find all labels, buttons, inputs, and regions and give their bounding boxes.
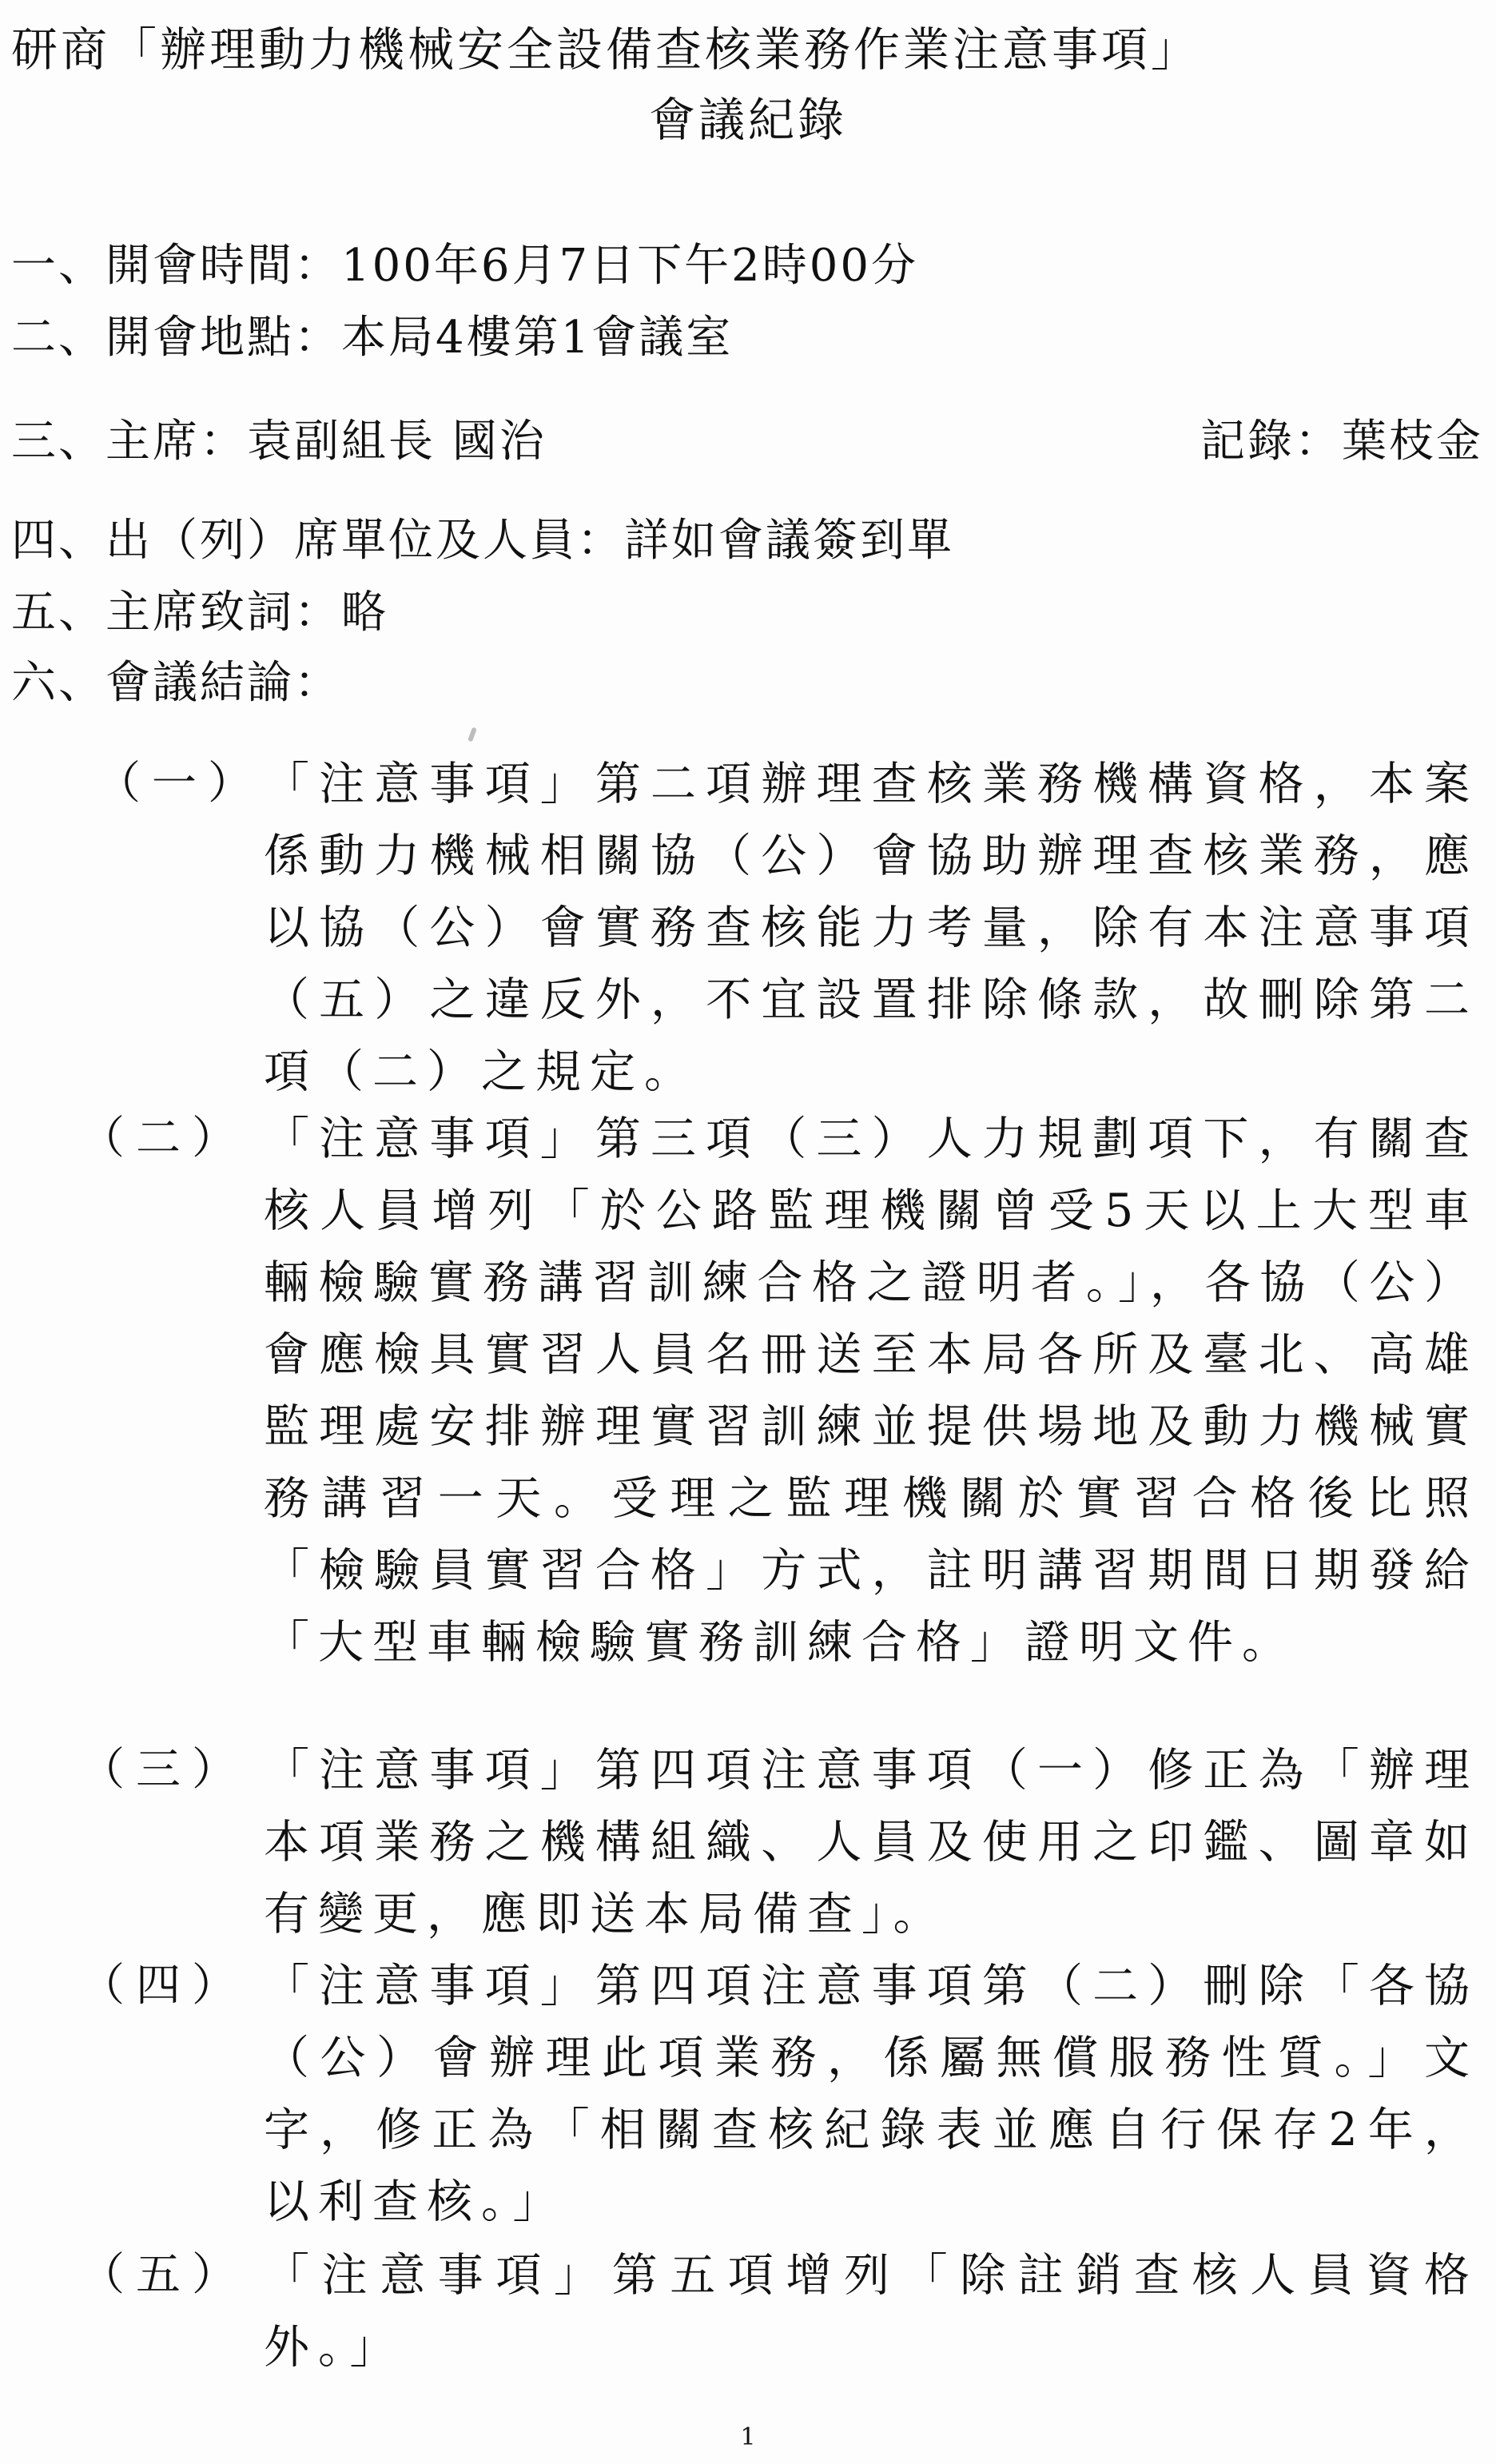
conclusion-text: 「注意事項」第三項（三）人力規劃項下，有關查核人員增列「於公路監理機關曾受5天以上大型車輛檢驗實務講習訓練合格之證明者。」，各協（公）會應檢具實習人員名冊送至本局各所及臺北、高雄監理處安排辦理實習訓練並提供場地及動力機械實務講習一天。受理之監理機關於實習合格後比照「檢驗員實習合格」方式，註明講習期間日期發給「大型車輛檢驗實務訓練合格」證明文件。 xyxy=(264,1113,1478,1669)
conclusion-label: （四） xyxy=(80,1960,248,2012)
document-title-line2: 會議紀錄 xyxy=(648,93,847,147)
conclusion-label: （三） xyxy=(80,1744,248,1796)
document-title-line1: 研商「辦理動力機械安全設備查核業務作業注意事項」 xyxy=(11,22,1201,77)
scan-speck xyxy=(468,727,477,742)
meeting-recorder: 記錄：葉枝金 xyxy=(1200,416,1483,468)
conclusion-label: （一） xyxy=(96,758,264,810)
conclusion-text: 「注意事項」第四項注意事項第（二）刪除「各協（公）會辦理此項業務，係屬無償服務性質。」文字，修正為「相關查核紀錄表並應自行保存2年，以利查核。」 xyxy=(264,1960,1478,2228)
conclusion-text: 「注意事項」第五項增列「除註銷查核人員資格外。」 xyxy=(264,2249,1478,2374)
meeting-attendees: 四、出（列）席單位及人員：詳如會議簽到單 xyxy=(11,515,954,567)
meeting-chair: 三、主席：袁副組長 國治 xyxy=(11,416,547,468)
conclusion-label: （五） xyxy=(80,2249,248,2301)
conclusion-text: 「注意事項」第二項辦理查核業務機構資格，本案係動力機械相關協（公）會協助辦理查核業務，應以協（公）會實務查核能力考量，除有本注意事項（五）之違反外，不宜設置排除條款，故刪除第二項（二）之規定。 xyxy=(264,758,1478,1098)
chair-remarks: 五、主席致詞：略 xyxy=(11,587,388,639)
conclusion-text: 「注意事項」第四項注意事項（一）修正為「辦理本項業務之機構組織、人員及使用之印鑑、圖章如有變更，應即送本局備查」。 xyxy=(264,1744,1478,1941)
page-number: 1 xyxy=(740,2423,756,2451)
meeting-place: 二、開會地點：本局4樓第1會議室 xyxy=(11,312,734,364)
conclusions-heading: 六、會議結論： xyxy=(11,657,341,709)
meeting-time: 一、開會時間：100年6月7日下午2時00分 xyxy=(11,240,919,292)
conclusion-label: （二） xyxy=(80,1113,248,1164)
